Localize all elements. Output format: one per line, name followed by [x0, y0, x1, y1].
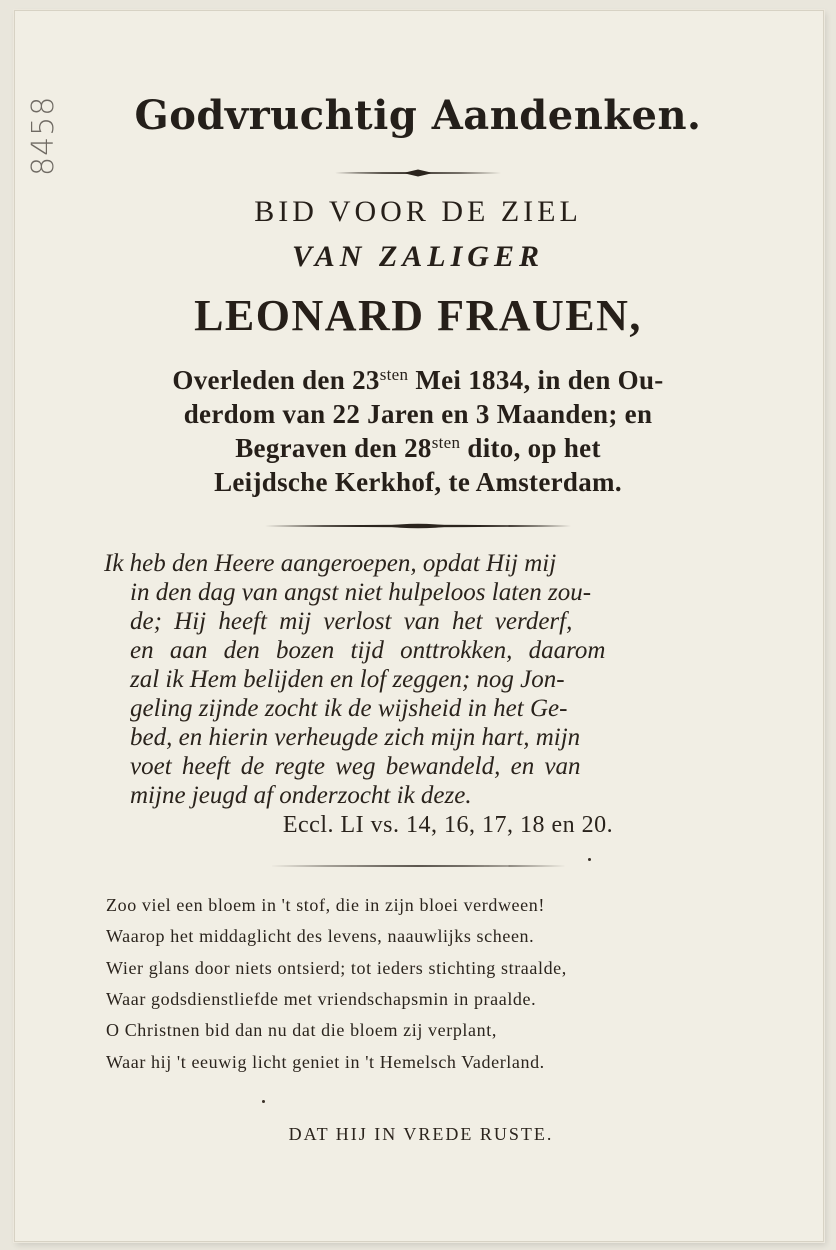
closing-blessing: DAT HIJ IN VREDE RUSTE. — [288, 1124, 554, 1144]
ink-speck — [588, 858, 591, 861]
scripture-line: mijne jeugd af onderzocht ik deze. — [130, 782, 472, 809]
scripture-line: zal ik Hem belijden en lof zeggen; nog Jon- — [130, 666, 565, 693]
scripture-reference: Eccl. LI vs. 14, 16, 17, 18 en 20. — [282, 812, 614, 838]
poem-line: O Christnen bid dan nu dat die bloem zij verplant, — [106, 1020, 497, 1040]
scripture-line: geling zijnde zocht ik de wijsheid in het Ge- — [130, 695, 568, 722]
scripture-line: en aan den bozen tijd onttrokken, daarom — [130, 637, 606, 664]
poem-line: Waarop het middaglicht des levens, naauwlijks scheen. — [106, 926, 535, 946]
poem-line: Waar godsdienstliefde met vriendschapsmin in praalde. — [106, 989, 537, 1009]
deceased-name: LEONARD FRAUEN, — [194, 291, 642, 340]
scripture-line: bed, en hierin verheugde zich mijn hart, mijn — [130, 724, 581, 751]
ornament-rule-middle — [0, 521, 836, 531]
scripture-line: de; Hij heeft mij verlost van het verderf, — [130, 608, 573, 635]
prayer-line-2: VAN ZALIGER — [292, 240, 544, 273]
ornament-rule-bottom — [0, 862, 836, 870]
scripture-line: voet heeft de regte weg bewandeld, en van — [130, 753, 581, 780]
card-header: Godvruchtig Aandenken. — [134, 92, 702, 139]
scripture-line: in den dag van angst niet hulpeloos laten zou- — [130, 579, 592, 606]
obituary-line-3: Begraven den $28^{sten}$ dito, op het — [235, 433, 601, 463]
obituary-line-4: Leijdsche Kerkhof, te Amsterdam. — [214, 467, 622, 497]
poem-line: Zoo viel een bloem in 't stof, die in zijn bloei verdween! — [106, 895, 545, 915]
obituary-line-1: Overleden den $23^{sten}$ Mei 1834, in den Ou- — [172, 365, 664, 395]
inventory-number: 8458 — [26, 95, 61, 176]
poem-line: Wier glans door niets ontsierd; tot ieders stichting straalde, — [106, 958, 567, 978]
scripture-line: Ik heb den Heere aangeroepen, opdat Hij mij — [104, 550, 557, 577]
ink-speck — [262, 1100, 265, 1103]
ornament-rule-top — [0, 168, 836, 178]
prayer-line-1: BID VOOR DE ZIEL — [254, 195, 582, 228]
obituary-line-2: derdom van 22 Jaren en 3 Maanden; en — [183, 399, 653, 429]
poem-line: Waar hij 't eeuwig licht geniet in 't Hemelsch Vaderland. — [106, 1052, 545, 1072]
